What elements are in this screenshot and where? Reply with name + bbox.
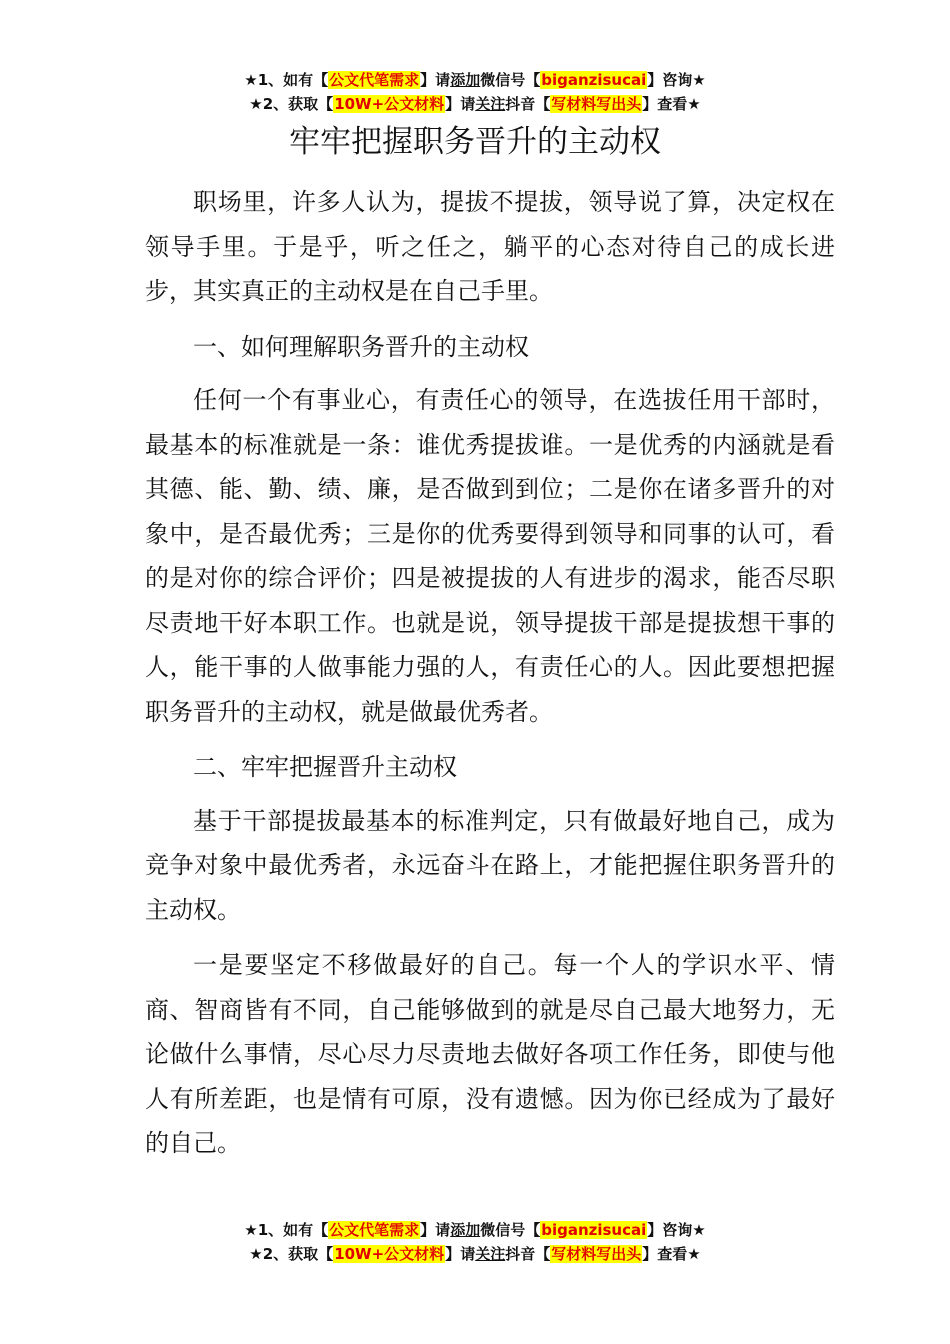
highlight-douyin-account: 写材料写出头 — [551, 1245, 642, 1263]
highlight-wechat-id: biganzisucai — [541, 1221, 647, 1239]
highlight-service: 公文代笔需求 — [329, 71, 420, 89]
promo-line-2: ★2、获取【10W+公文材料】请关注抖音【写材料写出头】查看★ — [249, 95, 701, 113]
highlight-materials: 10W+公文材料 — [334, 1245, 445, 1263]
promo-line-1: ★1、如有【公文代笔需求】请添加微信号【biganzisucai】咨询★ — [244, 1221, 706, 1239]
paragraph-intro: 职场里，许多人认为，提拔不提拔，领导说了算，决定权在领导手里。于是乎，听之任之，躺平的心态对待自己的成长进步，其实真正的主动权是在自己手里。 — [145, 188, 835, 305]
paragraph-section-2: 基于干部提拔最基本的标准判定，只有做最好地自己，成为竞争对象中最优秀者，永远奋斗在路上，才能把握住职务晋升的主动权。 — [145, 806, 835, 924]
section-heading-1: 一、如何理解职务晋升的主动权 — [193, 332, 529, 361]
paragraph-point-1: 一是要坚定不移做最好的自己。每一个人的学识水平、情商、智商皆有不同，自己能够做到的就是尽自己最大地努力，无论做什么事情，尽心尽力尽责地去做好各项工作任务，即使与他人有所差距，也是情有可原，没有遗憾。因为你已经成为了最好的自己。 — [145, 951, 835, 1157]
promo-line-1: ★1、如有【公文代笔需求】请添加微信号【biganzisucai】咨询★ — [244, 71, 706, 89]
document-title: 牢牢把握职务晋升的主动权 — [289, 124, 661, 160]
highlight-materials: 10W+公文材料 — [334, 95, 445, 113]
highlight-wechat-id: biganzisucai — [541, 71, 647, 89]
promo-notice-bottom — [0, 1218, 950, 1266]
promo-notice-top — [0, 68, 950, 116]
promo-line-2: ★2、获取【10W+公文材料】请关注抖音【写材料写出头】查看★ — [249, 1245, 701, 1263]
highlight-douyin-account: 写材料写出头 — [551, 95, 642, 113]
document-body — [145, 180, 835, 1177]
highlight-service: 公文代笔需求 — [329, 1221, 420, 1239]
paragraph-section-1: 任何一个有事业心，有责任心的领导，在选拔任用干部时，最基本的标准就是一条：谁优秀提拔谁。一是优秀的内涵就是看其德、能、勤、绩、廉，是否做到到位；二是你在诸多晋升的对象中，是否最优秀；三是你的优秀要得到领导和同事的认可，看的是对你的综合评价；四是被提拔的人有进步的渴求，能否尽职尽责地干好本职工作。也就是说，领导提拔干部是提拔想干事的人，能干事的人做事能力强的人，有责任心的人。因此要想把握职务晋升的主动权，就是做最优秀者。 — [145, 386, 835, 726]
section-heading-2: 二、牢牢把握晋升主动权 — [193, 753, 457, 781]
